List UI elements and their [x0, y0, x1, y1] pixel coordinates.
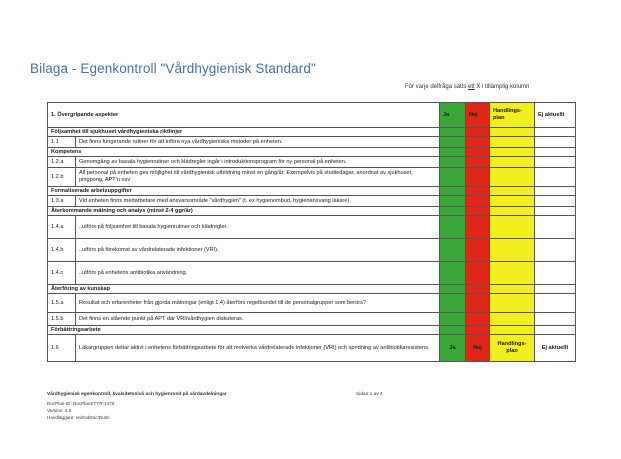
row-text: ..utförs på följsamhet till basala hygienrutiner och klädregler. [76, 216, 440, 239]
ej-aktuellt-cell[interactable] [535, 187, 576, 196]
handlingsplan-cell[interactable] [490, 294, 535, 313]
checklist-table [47, 102, 576, 362]
section-row [48, 207, 576, 216]
ja-cell[interactable] [440, 148, 466, 157]
handlingsplan-cell[interactable] [490, 196, 535, 207]
row-number: 1.3.a [48, 196, 76, 207]
section-heading: 1. Övergripande aspekter [48, 103, 440, 128]
section-forbattring: Förbättringsarbete [48, 326, 440, 335]
ja-cell[interactable] [440, 196, 466, 207]
row-text: Det finns fungerande rutiner för att införa nya vårdhygieniska metoder på enheten. [76, 137, 440, 148]
handlingsplan-cell[interactable] [490, 216, 535, 239]
ja-cell[interactable] [440, 313, 466, 326]
nej-cell[interactable] [466, 313, 490, 326]
footer-version: Version: 4.0 [47, 408, 72, 413]
header-nej: Nej [466, 103, 490, 128]
row-text: ..utförs på förekomst av vårdrelaterade infektioner (VRI). [76, 239, 440, 262]
handlingsplan-cell[interactable] [490, 207, 535, 216]
ja-cell[interactable] [440, 262, 466, 285]
ej-aktuellt-cell[interactable] [535, 216, 576, 239]
ej-aktuellt-cell[interactable] [535, 128, 576, 137]
ja-cell[interactable] [440, 326, 466, 335]
handlingsplan-cell[interactable] [490, 168, 535, 187]
ja-cell[interactable] [440, 168, 466, 187]
row-number: 1.2.b [48, 168, 76, 187]
row-text: ..utförs på enhetens antibiotika användning. [76, 262, 440, 285]
section-row [48, 148, 576, 157]
handlingsplan-cell[interactable] [490, 128, 535, 137]
footer-doc-name: Vårdhygienisk egenkontroll, kvalsitetsnivå och hygienrond på vårdavdelningar [47, 392, 227, 397]
instruction-suffix: X i tillämplig kolumn [474, 84, 530, 90]
row-number: 1.5.b [48, 313, 76, 326]
nej-cell[interactable] [466, 168, 490, 187]
table-row [48, 294, 576, 313]
row-text: All personal på enheten ges möjlighet till vårdhygienisk utbildning minst en gång/år. Exempelvis på studiedagar, anordnat av sjukhuset, pingpong, APT'n osv [76, 168, 440, 187]
ej-aktuellt-cell[interactable] [535, 294, 576, 313]
row-text: Vid enheten finns medarbetare med ansvarsområde "vårdhygien" (t. ex hygienombud, hygienansvarig läkare). [76, 196, 440, 207]
handlingsplan-cell[interactable] [490, 313, 535, 326]
handlingsplan-cell[interactable] [490, 148, 535, 157]
table-header-row [48, 103, 576, 128]
section-aterforing: Återföring av kunskap [48, 285, 440, 294]
nej-cell[interactable] [466, 137, 490, 148]
nej-cell[interactable] [466, 187, 490, 196]
nej-cell[interactable] [466, 239, 490, 262]
table-row [48, 313, 576, 326]
row-text: Det finns en stående punkt på APT där VRI/vårdhygien diskuteras. [76, 313, 440, 326]
ej-aktuellt-cell[interactable] [535, 326, 576, 335]
table-row [48, 196, 576, 207]
ja-cell[interactable] [440, 285, 466, 294]
section-row [48, 326, 576, 335]
ja-cell[interactable]: Ja [440, 335, 466, 362]
ja-cell[interactable] [440, 239, 466, 262]
nej-cell[interactable] [466, 326, 490, 335]
nej-cell[interactable] [466, 216, 490, 239]
row-number: 1.1 [48, 137, 76, 148]
row-number: 1.4.b [48, 239, 76, 262]
instruction-text [405, 84, 529, 90]
ej-aktuellt-cell[interactable] [535, 262, 576, 285]
section-aterkommande: Återkommande mätning och analys (minst 2-4 ggr/år) [48, 207, 440, 216]
ja-cell[interactable] [440, 294, 466, 313]
ja-cell[interactable] [440, 187, 466, 196]
ej-aktuellt-cell[interactable] [535, 148, 576, 157]
footer-handlaggare: Handläggare: redrodstoc/Rutin [47, 415, 110, 420]
table-row [48, 168, 576, 187]
instruction-underlined: ett [468, 84, 475, 90]
ja-cell[interactable] [440, 157, 466, 168]
table-row [48, 157, 576, 168]
section-row [48, 285, 576, 294]
nej-cell[interactable] [466, 148, 490, 157]
nej-cell[interactable] [466, 285, 490, 294]
handlingsplan-cell[interactable] [490, 157, 535, 168]
section-formaliserade: Formaliserade arbetsuppgifter [48, 187, 440, 196]
footer-page-number: Sidan 1 av 4 [356, 392, 383, 397]
ej-aktuellt-cell[interactable]: Ej aktuellt [535, 335, 576, 362]
section-row [48, 128, 576, 137]
ja-cell[interactable] [440, 207, 466, 216]
nej-cell[interactable] [466, 128, 490, 137]
table-row [48, 216, 576, 239]
handlingsplan-cell[interactable] [490, 326, 535, 335]
row-number: 1.4.a [48, 216, 76, 239]
ja-cell[interactable] [440, 216, 466, 239]
ej-aktuellt-cell[interactable] [535, 157, 576, 168]
document-title: Bilaga - Egenkontroll "Vårdhygienisk Standard" [30, 61, 316, 76]
header-handlingsplan: Handlings-plan [490, 103, 535, 128]
row-number: 1.6 [48, 335, 76, 362]
table-row [48, 262, 576, 285]
ej-aktuellt-cell[interactable] [535, 137, 576, 148]
table-row [48, 239, 576, 262]
ja-cell[interactable] [440, 137, 466, 148]
ej-aktuellt-cell[interactable] [535, 239, 576, 262]
section-row [48, 187, 576, 196]
instruction-prefix: För varje delfråga sätts [405, 84, 469, 90]
ej-aktuellt-cell[interactable] [535, 168, 576, 187]
nej-cell[interactable] [466, 196, 490, 207]
nej-cell[interactable] [466, 157, 490, 168]
handlingsplan-cell[interactable] [490, 187, 535, 196]
row-number: 1.4.c [48, 262, 76, 285]
nej-cell[interactable]: Nej [466, 335, 490, 362]
handlingsplan-cell[interactable] [490, 137, 535, 148]
row-text: Läkargruppen deltar aktivt i enhetens förbättringsarbete för att motverka vårdrelaterade infektioner (VRI) och spridning av antibiotikaresistens. [76, 335, 440, 362]
ej-aktuellt-cell[interactable] [535, 207, 576, 216]
row-number: 1.5.a [48, 294, 76, 313]
handlingsplan-cell[interactable]: Handlings-plan [490, 335, 535, 362]
nej-cell[interactable] [466, 207, 490, 216]
handlingsplan-cell[interactable] [490, 285, 535, 294]
ej-aktuellt-cell[interactable] [535, 285, 576, 294]
row-text: Genomgång av basala hygienrutiner och klädregler ingår i introduktionsprogram för ny personal på enheten. [76, 157, 440, 168]
row-number: 1.2.a [48, 157, 76, 168]
footer-dokplan: DocPlan-ID: DocPlanSTYR-1476 [47, 401, 115, 406]
ej-aktuellt-cell[interactable] [535, 313, 576, 326]
nej-cell[interactable] [466, 294, 490, 313]
ja-cell[interactable] [440, 128, 466, 137]
table-row [48, 335, 576, 362]
handlingsplan-cell[interactable] [490, 262, 535, 285]
table-row [48, 137, 576, 148]
nej-cell[interactable] [466, 262, 490, 285]
ej-aktuellt-cell[interactable] [535, 196, 576, 207]
row-text: Resultat och erfarenheter från gjorda mätningar (enligt 1.4) återförs regelbundet till de personalgrupper som berörs? [76, 294, 440, 313]
handlingsplan-cell[interactable] [490, 239, 535, 262]
header-ja: Ja [440, 103, 466, 128]
section-kompetens: Kompetens [48, 148, 440, 157]
header-ej-aktuellt: Ej aktuellt [535, 103, 576, 128]
section-foljsamhet: Följsamhet till sjukhuset vårdhygieniska riktlinjer [48, 128, 440, 137]
